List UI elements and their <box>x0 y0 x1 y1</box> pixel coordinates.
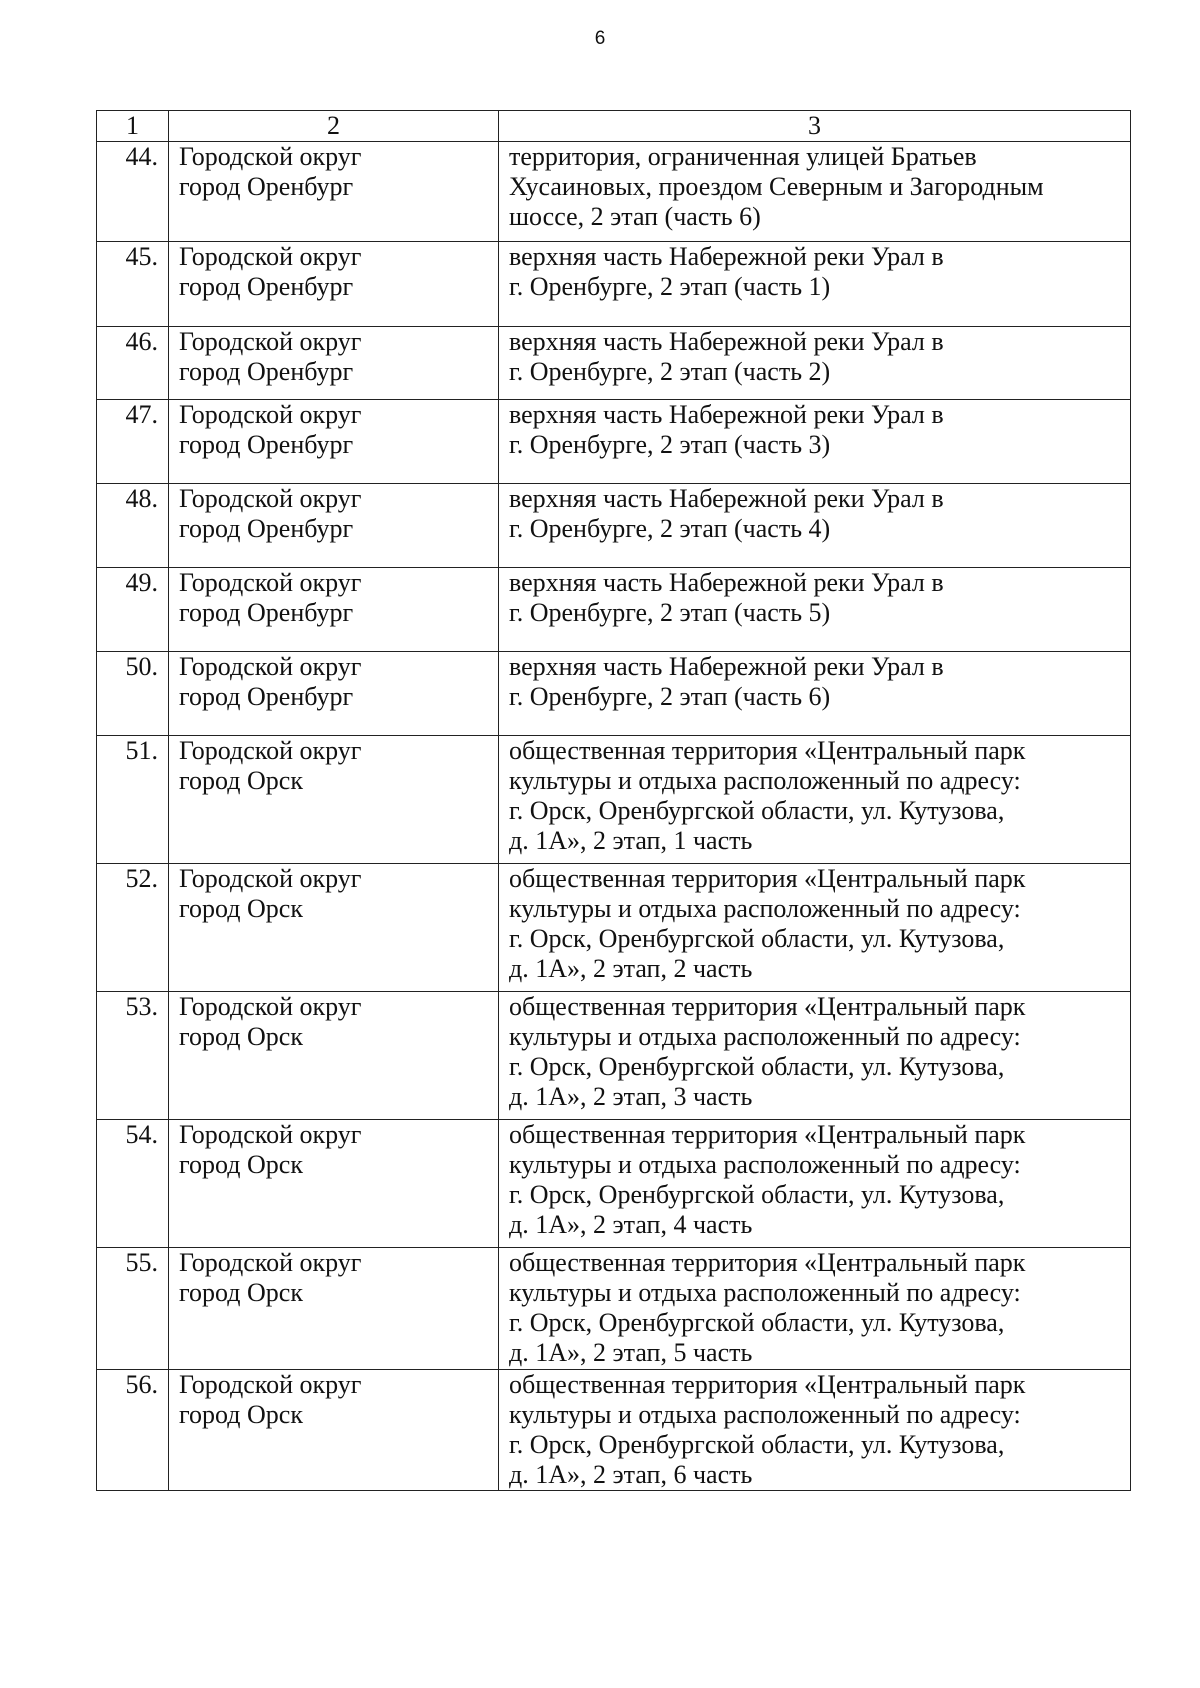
row-number: 46. <box>97 327 169 400</box>
row-territory-description: территория, ограниченная улицей Братьев Хусаиновых, проездом Северным и Загородным шоссе, 2 этап (часть 6) <box>499 142 1131 242</box>
territory-table <box>96 110 1131 1491</box>
table-row <box>97 142 1131 242</box>
row-municipality: Городской округ город Орск <box>169 992 499 1120</box>
table-row <box>97 992 1131 1120</box>
table-row <box>97 864 1131 992</box>
table-row <box>97 242 1131 327</box>
row-territory-description: общественная территория «Центральный парк культуры и отдыха расположенный по адресу: г. Орск, Оренбургской области, ул. Кутузова, д. 1А», 2 этап, 2 часть <box>499 864 1131 992</box>
row-number: 56. <box>97 1370 169 1491</box>
row-number: 45. <box>97 242 169 327</box>
table-row <box>97 1370 1131 1491</box>
row-number: 47. <box>97 400 169 484</box>
table-row <box>97 484 1131 568</box>
column-header-territory: 3 <box>499 111 1131 142</box>
row-territory-description: общественная территория «Центральный парк культуры и отдыха расположенный по адресу: г. Орск, Оренбургской области, ул. Кутузова, д. 1А», 2 этап, 5 часть <box>499 1248 1131 1370</box>
row-territory-description: верхняя часть Набережной реки Урал в г. Оренбурге, 2 этап (часть 5) <box>499 568 1131 652</box>
table-header-row <box>97 111 1131 142</box>
row-territory-description: общественная территория «Центральный парк культуры и отдыха расположенный по адресу: г. Орск, Оренбургской области, ул. Кутузова, д. 1А», 2 этап, 3 часть <box>499 992 1131 1120</box>
row-municipality: Городской округ город Оренбург <box>169 568 499 652</box>
row-municipality: Городской округ город Орск <box>169 1248 499 1370</box>
table-body <box>97 142 1131 1491</box>
row-territory-description: общественная территория «Центральный парк культуры и отдыха расположенный по адресу: г. Орск, Оренбургской области, ул. Кутузова, д. 1А», 2 этап, 1 часть <box>499 736 1131 864</box>
row-municipality: Городской округ город Орск <box>169 1370 499 1491</box>
table-row <box>97 1248 1131 1370</box>
table-row <box>97 1120 1131 1248</box>
row-municipality: Городской округ город Оренбург <box>169 652 499 736</box>
row-territory-description: общественная территория «Центральный парк культуры и отдыха расположенный по адресу: г. Орск, Оренбургской области, ул. Кутузова, д. 1А», 2 этап, 6 часть <box>499 1370 1131 1491</box>
row-municipality: Городской округ город Оренбург <box>169 327 499 400</box>
row-number: 51. <box>97 736 169 864</box>
row-territory-description: верхняя часть Набережной реки Урал в г. Оренбурге, 2 этап (часть 6) <box>499 652 1131 736</box>
row-number: 54. <box>97 1120 169 1248</box>
row-municipality: Городской округ город Орск <box>169 864 499 992</box>
row-territory-description: верхняя часть Набережной реки Урал в г. Оренбурге, 2 этап (часть 3) <box>499 400 1131 484</box>
row-territory-description: верхняя часть Набережной реки Урал в г. Оренбурге, 2 этап (часть 2) <box>499 327 1131 400</box>
row-territory-description: верхняя часть Набережной реки Урал в г. Оренбурге, 2 этап (часть 1) <box>499 242 1131 327</box>
row-number: 44. <box>97 142 169 242</box>
row-number: 48. <box>97 484 169 568</box>
row-municipality: Городской округ город Орск <box>169 736 499 864</box>
row-number: 55. <box>97 1248 169 1370</box>
row-territory-description: общественная территория «Центральный парк культуры и отдыха расположенный по адресу: г. Орск, Оренбургской области, ул. Кутузова, д. 1А», 2 этап, 4 часть <box>499 1120 1131 1248</box>
row-municipality: Городской округ город Оренбург <box>169 242 499 327</box>
row-territory-description: верхняя часть Набережной реки Урал в г. Оренбурге, 2 этап (часть 4) <box>499 484 1131 568</box>
row-number: 53. <box>97 992 169 1120</box>
column-header-municipality: 2 <box>169 111 499 142</box>
row-municipality: Городской округ город Орск <box>169 1120 499 1248</box>
column-header-number: 1 <box>97 111 169 142</box>
row-number: 50. <box>97 652 169 736</box>
row-municipality: Городской округ город Оренбург <box>169 142 499 242</box>
table-row <box>97 736 1131 864</box>
table-row <box>97 327 1131 400</box>
table-row <box>97 652 1131 736</box>
row-municipality: Городской округ город Оренбург <box>169 484 499 568</box>
page-number: 6 <box>594 28 606 49</box>
table-row <box>97 400 1131 484</box>
row-number: 49. <box>97 568 169 652</box>
table-row <box>97 568 1131 652</box>
row-municipality: Городской округ город Оренбург <box>169 400 499 484</box>
row-number: 52. <box>97 864 169 992</box>
